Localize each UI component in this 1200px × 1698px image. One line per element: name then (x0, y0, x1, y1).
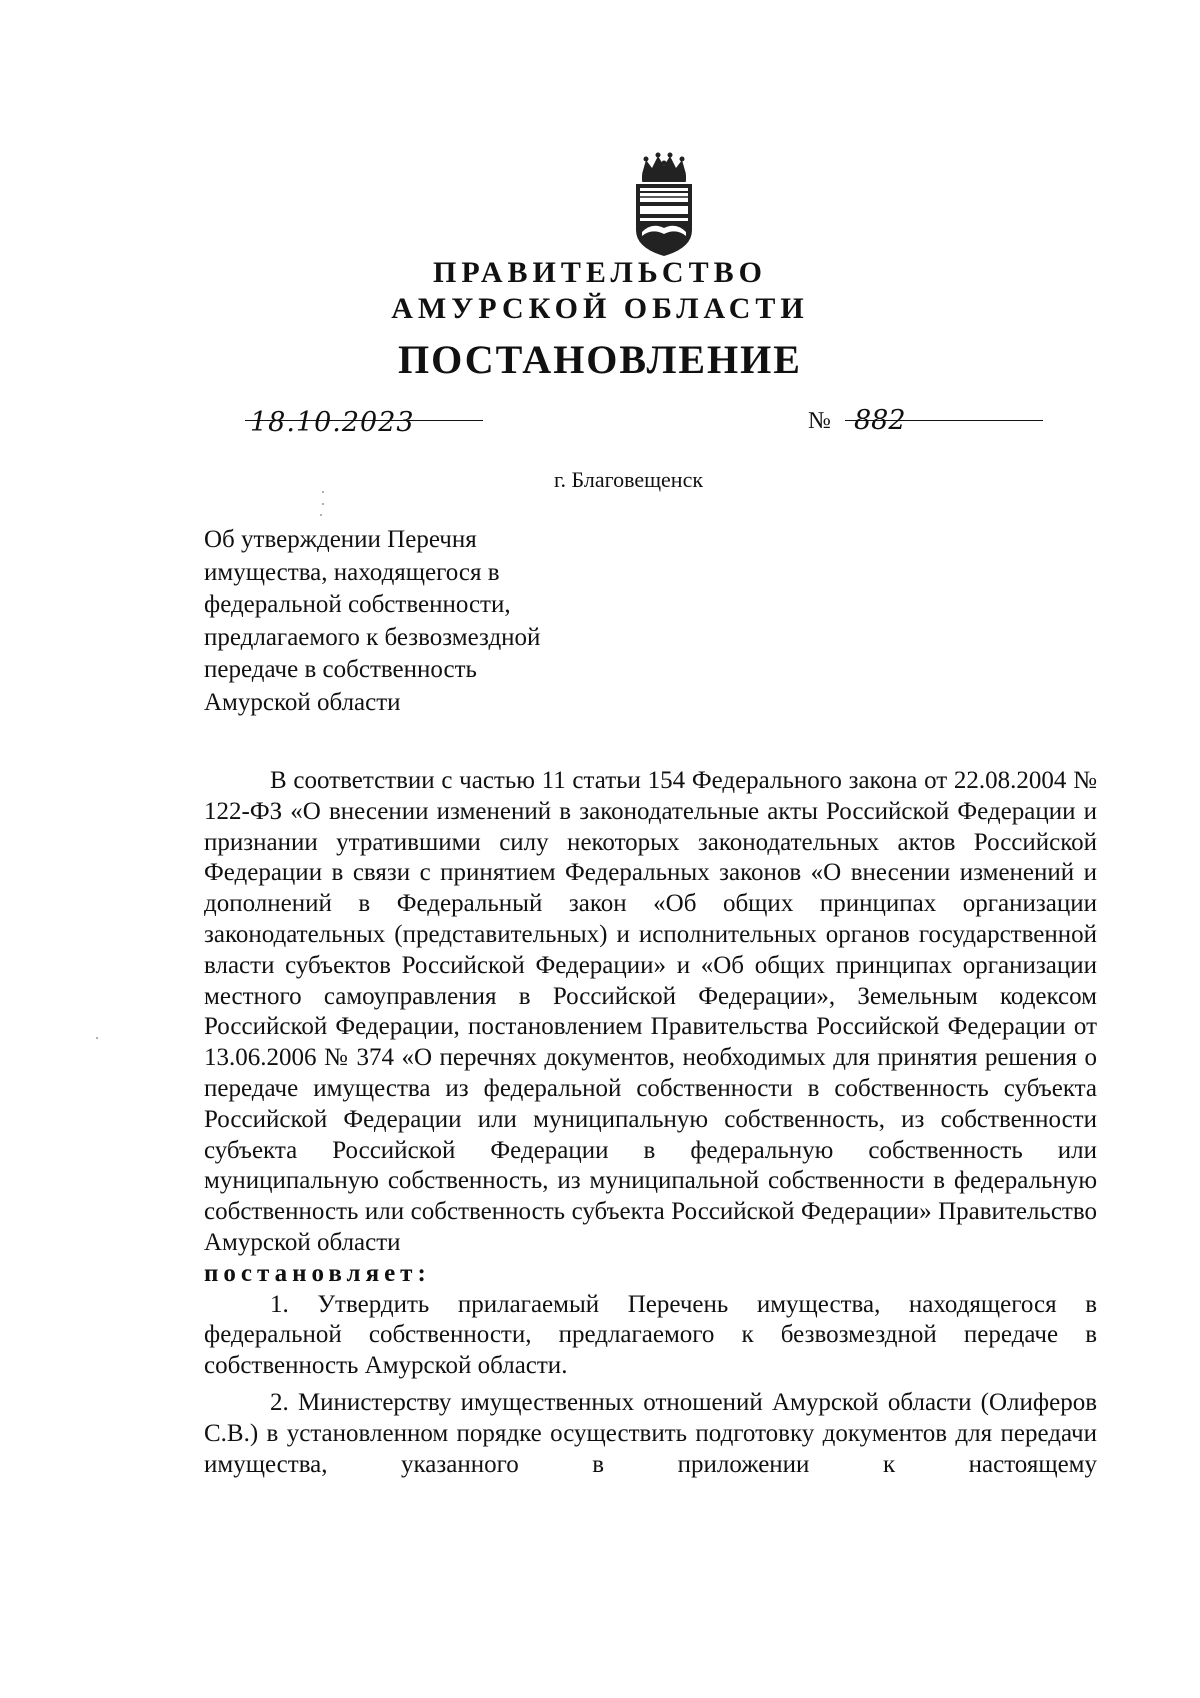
preamble-paragraph: В соответствии с частью 11 статьи 154 Федерального закона от 22.08.2004 № 122-ФЗ «О внесении изменений в законодательные акты Российской Федерации и признании утратившими силу некоторых законодательных актов Российской Федерации в связи с принятием Федеральных законов «О внесении изменений и дополнений в Федеральный закон «Об общих принципах организации законодательных (представительных) и исполнительных органов государственной власти субъектов Российской Федерации» и «Об общих принципах организации местного самоуправления в Российской Федерации», Земельным кодексом Российской Федерации, постановлением Правительства Российской Федерации от 13.06.2006 № 374 «О перечнях документов, необходимых для принятия решения о передаче имущества из федеральной собственности в собственность субъекта Российской Федерации или муниципальную собственность, из собственности субъекта Российской Федерации в федеральную собственность или муниципальную собственность, из муниципальной собственности в федеральную собственность или собственность субъекта Российской Федерации» Правительство Амурской области (204, 767, 1097, 1256)
decree-word: постановляет: (204, 1259, 431, 1287)
subject-line: федеральной собственности, (204, 591, 511, 619)
document-date: 18.10.2023 (250, 407, 415, 438)
scan-speck (96, 1037, 98, 1039)
document-type-title: ПОСТАНОВЛЕНИЕ (398, 337, 802, 382)
scan-speck (320, 514, 322, 516)
subject-line: передаче в собственность (204, 656, 477, 684)
coat-of-arms-emblem (628, 152, 700, 258)
number-sign: № (808, 408, 831, 434)
subject-line: имущества, находящегося в (204, 558, 500, 586)
document-subject (204, 524, 624, 720)
document-number: 882 (854, 405, 906, 436)
subject-line: Об утверждении Перечня (204, 526, 477, 553)
decree-item-2: 2. Министерству имущественных отношений Амурской области (Олиферов С.В.) в установленном порядке осуществить подготовку документов для передачи имущества, указанного в приложении к настоящему (204, 1388, 1097, 1478)
organization-name-line1: ПРАВИТЕЛЬСТВО (433, 256, 767, 289)
scan-speck (322, 503, 324, 505)
number-underline (845, 420, 1043, 421)
document-body (204, 766, 1097, 1480)
organization-name-line2: АМУРСКОЙ ОБЛАСТИ (391, 292, 809, 325)
decree-item-1: 1. Утвердить прилагаемый Перечень имущества, находящегося в федеральной собственности, предлагаемого к безвозмездной передаче в собственность Амурской области. (204, 1290, 1097, 1380)
subject-line: Амурской области (204, 688, 401, 716)
scan-speck (322, 491, 324, 493)
subject-line: предлагаемого к безвозмездной (204, 623, 541, 651)
city-line (0, 466, 1200, 494)
date-underline (245, 420, 483, 421)
city-name: г. Благовещенск (553, 467, 704, 492)
